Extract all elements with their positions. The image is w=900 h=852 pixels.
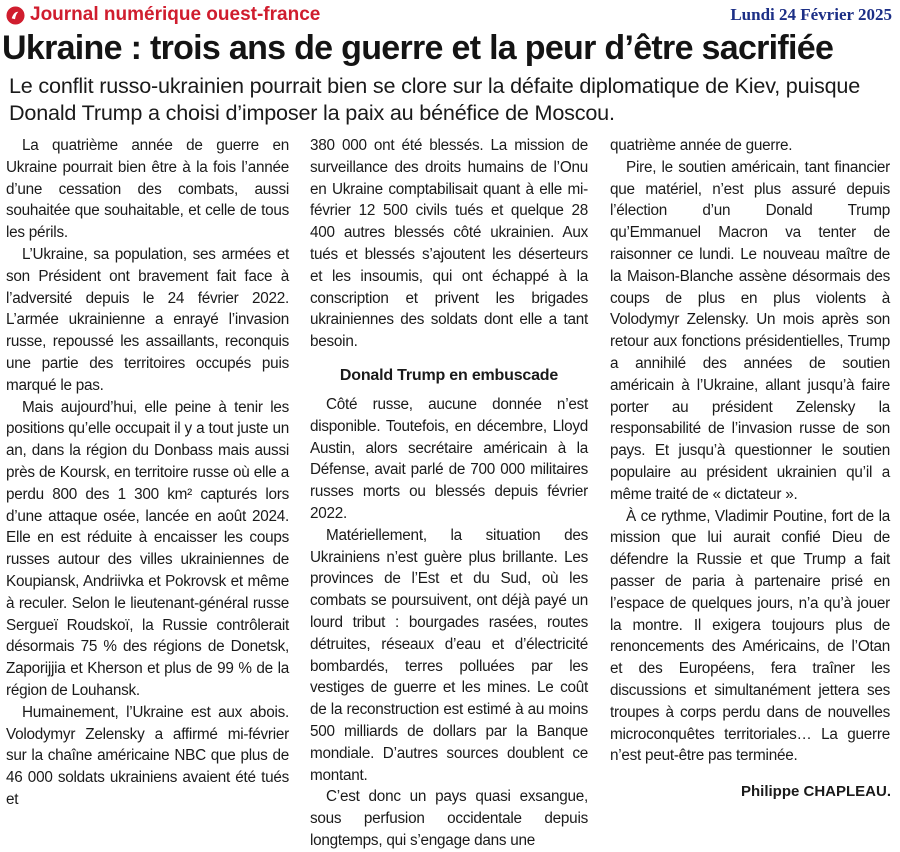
- byline: Philippe CHAPLEAU.: [740, 783, 891, 800]
- red-circle-logo-icon: [6, 6, 25, 25]
- article-body: [0, 133, 900, 849]
- paragraph: L’Ukraine, sa population, ses armées et son Président ont bravement fait face à l’adversité depuis le 24 février 2022. L’armée ukrainienne a enrayé l’invasion russe, repoussé les assaillants, reconquis une partie des territoires occupés puis marqué le pas.: [6, 245, 289, 394]
- paragraph: Matériellement, la situation des Ukrainiens n’est guère plus brillante. Les provinces de l’Est et du Sud, où les combats se poursuivent, ont déjà payé un lourd tribut : bourgades rasées, routes détruites, réseaux d’eau et d’électricité bombardés, terres polluées par les vestiges de guerre et les mines. Le coût de la reconstruction est estimé à au moins 500 milliards de dollars par la Banque mondiale. D’autres sources doublent ce montant.: [310, 526, 588, 784]
- column-3: [610, 135, 890, 767]
- headline: Ukraine : trois ans de guerre et la peur d’être sacrifiée: [2, 29, 834, 67]
- paragraph: C’est donc un pays quasi exsangue, sous perfusion occidentale depuis longtemps, qui s’engage dans une: [310, 788, 588, 849]
- subheading: Donald Trump en embuscade: [339, 366, 559, 384]
- column-2: [310, 135, 588, 852]
- paragraph: 380 000 ont été blessés. La mission de surveillance des droits humains de l’Onu en Ukraine comptabilisait quant à elle mi-février 12 500 civils tués et quelque 28 400 autres blessés côté ukrainien. Aux tués et blessés s’ajoutent les déserteurs et les insoumis, qui ont échappé à la conscription et privent les brigades ukrainiennes des soldats dont elle a tant besoin.: [310, 137, 588, 351]
- paragraph: Mais aujourd’hui, elle peine à tenir les positions qu’elle occupait il y a tout juste un an, dans la région du Donbass mais aussi près de Koursk, en territoire russe où elle a perdu 800 des 1 300 km² capturés lors d’une attaque osée, lancée en août 2024. Elle en est réduite à encaisser les coups russes autour des villes ukrainiennes de Koupiansk, Andriivka et Pokrovsk et même à reculer. Selon le lieutenant-général russe Sergueï Roudskoï, la Russie contrôlerait désormais 75 % des régions de Donetsk, Zaporijjia et Kherson et plus de 99 % de la région de Louhansk.: [6, 398, 289, 699]
- paragraph: À ce rythme, Vladimir Poutine, fort de la mission que lui aurait confié Dieu de défendre la Russie et que Trump a fait passer de paria à partenaire prisé en l’espace de quelques jours, n’a qu’à jouer la montre. Il exigera toujours plus de renoncements des Américains, de l’Otan et des Européens, fera traîner les discussions et simultanément jettera ses troupes à corps perdu dans de nouvelles microconquêtes territoriales… La guerre n’est peut-être pas terminée.: [610, 507, 890, 765]
- paragraph: Humainement, l’Ukraine est aux abois. Volodymyr Zelensky a affirmé mi-février sur la chaîne américaine NBC que plus de 46 000 soldats ukrainiens avaient été tués et: [6, 703, 289, 808]
- masthead: [6, 4, 892, 28]
- brand[interactable]: [6, 4, 320, 26]
- standfirst: Le conflit russo-ukrainien pourrait bien se clore sur la défaite diplomatique de Kiev, puisque Donald Trump a choisi d’imposer la paix au bénéfice de Moscou.: [9, 73, 861, 125]
- brand-name: Journal numérique ouest-france: [30, 4, 321, 25]
- paragraph: Côté russe, aucune donnée n’est disponible. Toutefois, en décembre, Lloyd Austin, alors secrétaire américain à la Défense, avait parlé de 700 000 militaires russes morts ou blessés depuis février 2022.: [310, 395, 588, 522]
- paragraph: quatrième année de guerre.: [610, 137, 793, 154]
- column-1: [6, 135, 289, 811]
- paragraph: Pire, le soutien américain, tant financier que matériel, n’est plus assuré depuis l’élection d’un Donald Trump qu’Emmanuel Macron va tenter de raisonner ce lundi. Le nouveau maître de la Maison-Blanche assène désormais des coups de plus en plus violents à Volodymyr Zelensky. Un mois après son retour aux fonctions présidentielles, Trump a annihilé des années de soutien américain à l’Ukraine, allant jusqu’à faire porter au président Zelensky la responsabilité de l’invasion russe de son pays. Et jusqu’à questionner le soutien populaire au président ukrainien qu’il a même traité de « dictateur ».: [610, 158, 890, 503]
- paragraph: La quatrième année de guerre en Ukraine pourrait bien être à la fois l’année d’une cessation des combats, aussi souhaitée que souhaitable, et celle de tous les périls.: [6, 137, 289, 242]
- publication-date: Lundi 24 Février 2025: [730, 5, 892, 24]
